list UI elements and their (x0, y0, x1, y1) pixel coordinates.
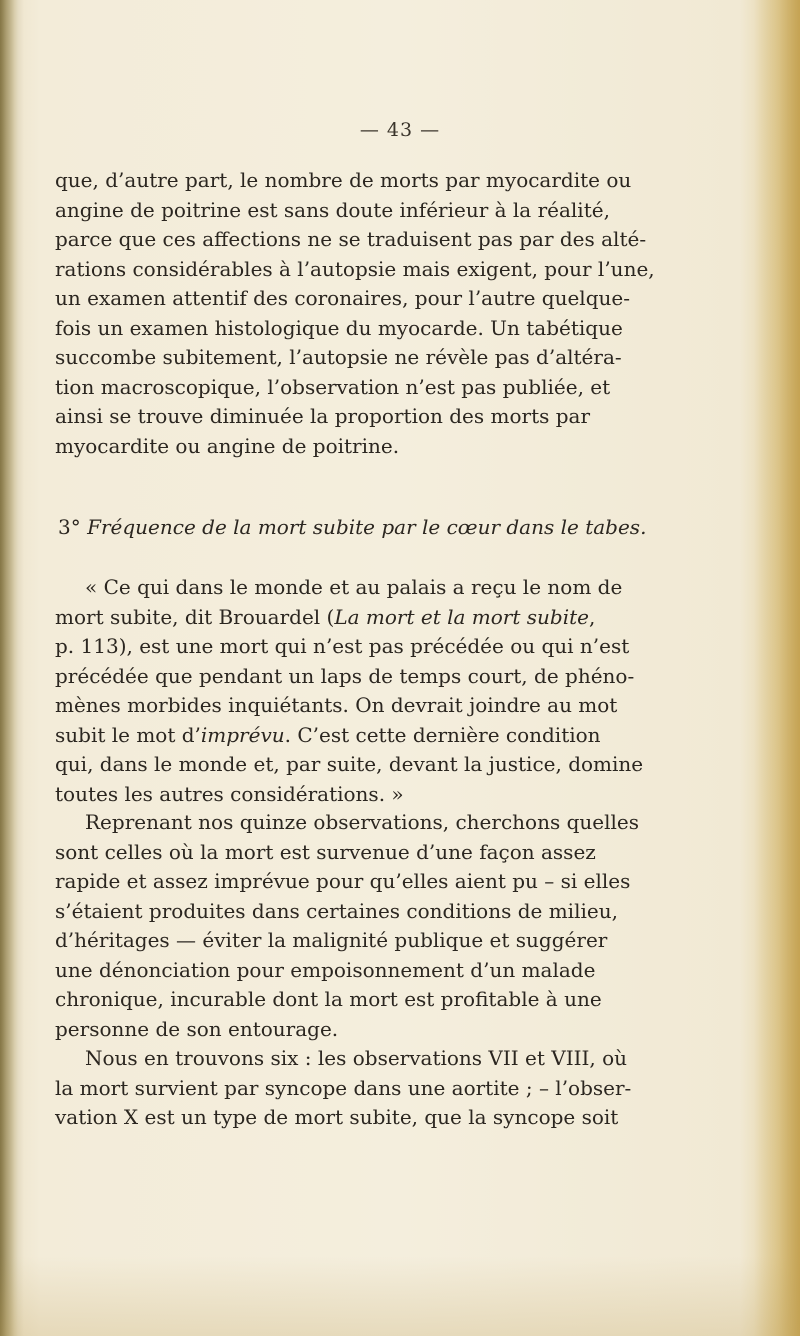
paragraph (55, 808, 715, 1044)
text-line: succombe subitement, l’autopsie ne révèle pas d’altéra- (55, 345, 622, 369)
text-line: une dénonciation pour empoisonnement d’un malade (55, 957, 596, 982)
text-line: vation X est un type de mort subite, que la syncope soit (55, 1105, 619, 1129)
text-span: subit le mot d’ (55, 722, 201, 747)
text-span: . C’est cette dernière condition (284, 722, 601, 747)
bottom-stain (0, 1256, 800, 1336)
text-line: un examen attentif des coronaires, pour l’autre quelque- (55, 286, 630, 310)
text-line: rapide et assez imprévue pour qu’elles aient pu – si elles (55, 869, 631, 893)
section-number: 3° (58, 515, 81, 539)
text-line: toutes les autres considérations. » (55, 781, 404, 806)
text-line: qui, dans le monde et, par suite, devant la justice, domine (55, 752, 644, 776)
text-span: mort subite, dit Brouardel ( (55, 604, 335, 629)
emphasis: imprévu (200, 722, 285, 747)
text-line: s’étaient produites dans certaines conditions de milieu, (55, 898, 618, 923)
text-line: Reprenant nos quinze observations, cherchons quelles (85, 810, 639, 834)
text-line: myocardite ou angine de poitrine. (55, 433, 400, 458)
text-line: angine de poitrine est sans doute inférieur à la réalité, (55, 197, 610, 222)
text-span: , (588, 604, 596, 629)
page-number: — 43 — (359, 119, 441, 141)
text-line (55, 603, 715, 633)
book-title: La mort et la mort subite (334, 604, 589, 629)
quotation (55, 573, 715, 809)
binding-shadow (0, 0, 24, 1336)
section-title: Fréquence de la mort subite par le cœur dans le tabes. (87, 515, 647, 539)
text-line: Nous en trouvons six : les observations VII et VIII, où (85, 1046, 628, 1070)
paragraph-continuation (55, 166, 715, 461)
text-line: parce que ces affections ne se traduisent pas par des alté- (55, 227, 647, 251)
text-line: « Ce qui dans le monde et au palais a reçu le nom de (85, 575, 623, 599)
edge-stain (754, 0, 800, 1336)
text-line: d’héritages — éviter la malignité publique et suggérer (55, 928, 608, 952)
text-line: p. 113), est une mort qui n’est pas précédée ou qui n’est (55, 634, 630, 658)
text-line: mènes morbides inquiétants. On devrait joindre au mot (55, 693, 618, 717)
text-line: personne de son entourage. (55, 1016, 339, 1041)
text-line: ainsi se trouve diminuée la proportion des morts par (55, 404, 591, 428)
text-line: précédée que pendant un laps de temps court, de phéno- (55, 663, 635, 688)
paragraph (55, 1044, 715, 1133)
text-line: rations considérables à l’autopsie mais exigent, pour l’une, (55, 256, 655, 281)
text-line (55, 721, 715, 751)
text-line: fois un examen histologique du myocarde. Un tabétique (55, 315, 623, 340)
text-line: que, d’autre part, le nombre de morts par myocardite ou (55, 168, 632, 192)
text-line: sont celles où la mort est survenue d’une façon assez (55, 839, 596, 864)
text-line: chronique, incurable dont la mort est profitable à une (55, 987, 602, 1011)
section-heading (55, 513, 715, 543)
text-line: tion macroscopique, l’observation n’est pas publiée, et (55, 374, 611, 399)
text-line: la mort survient par syncope dans une aortite ; – l’obser- (55, 1075, 632, 1100)
